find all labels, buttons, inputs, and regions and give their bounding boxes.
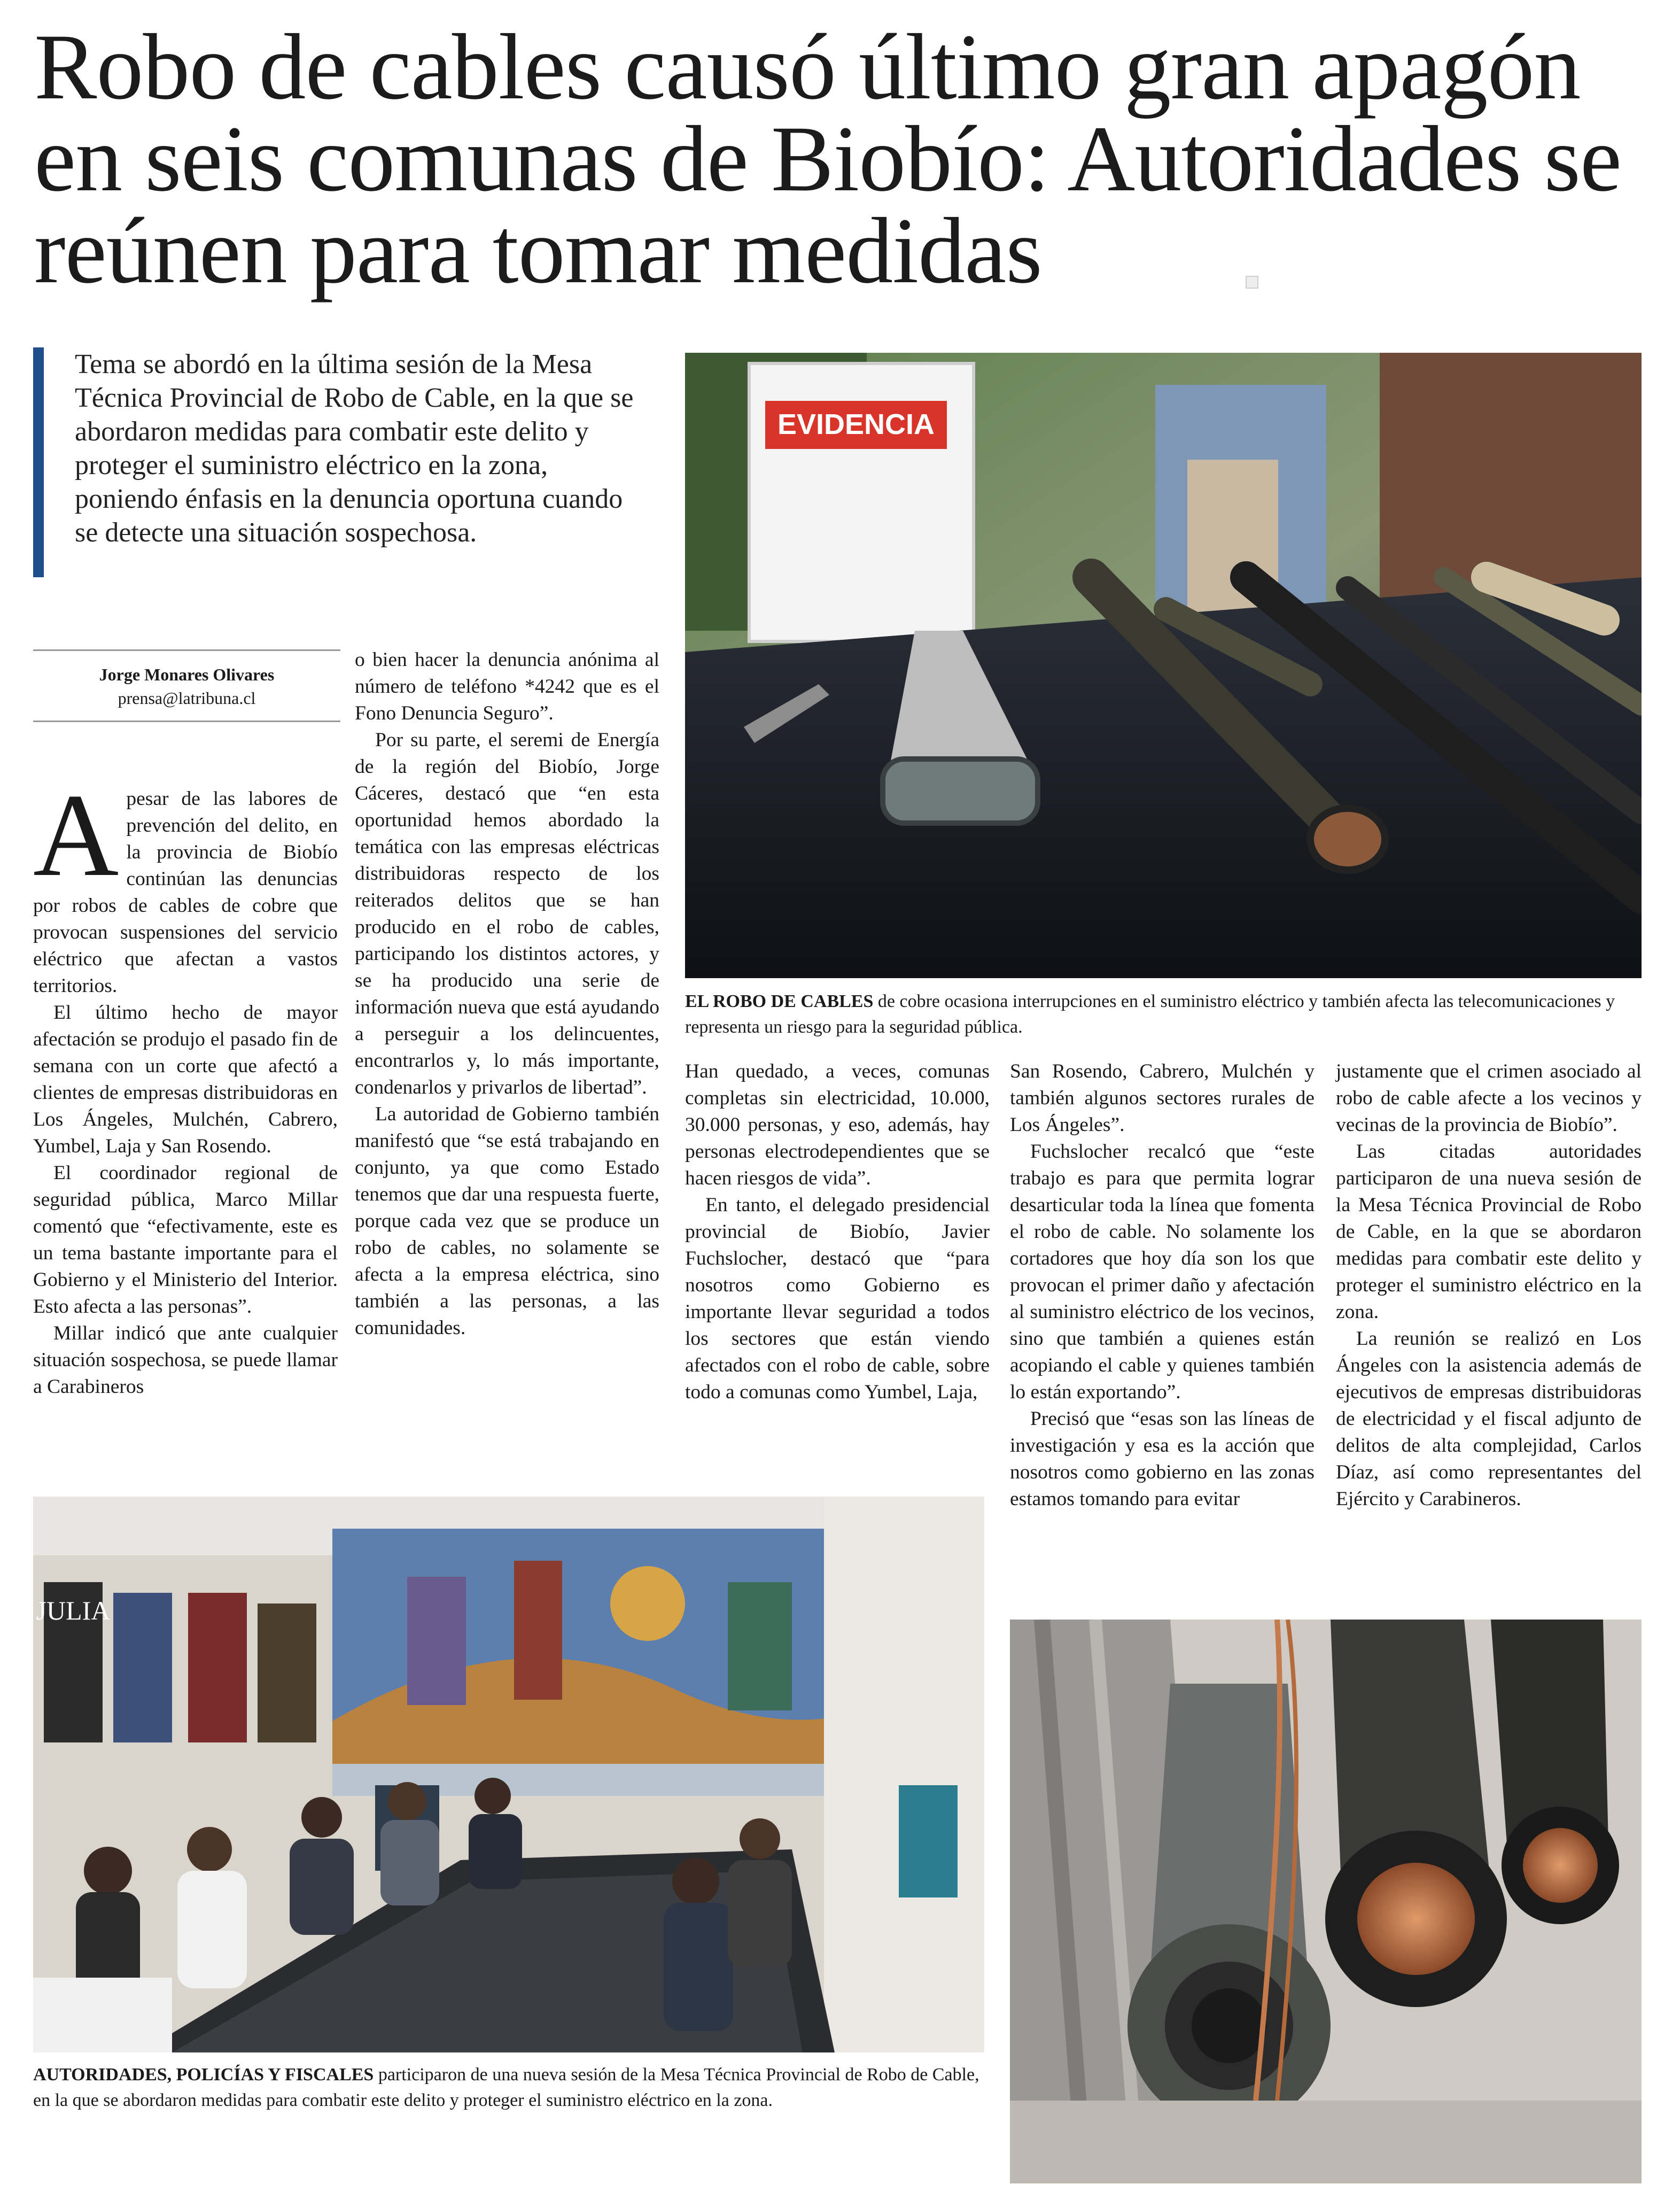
paragraph: Fuchslocher recalcó que “este trabajo es para que permita lograr desarticular toda la línea que fomenta el robo de cable. No solamente los cortadores que hoy día son los que provocan el primer daño y afectación al suministro eléctrico de los vecinos, sino que también a quienes están acopiando el cable y quienes también lo están exportando”. — [1010, 1141, 1315, 1403]
paragraph: Precisó que “esas son las líneas de investigación y esa es la acción que nosotros como gobierno en las zonas estamos tomando para evitar — [1010, 1408, 1315, 1510]
body-column-3 — [685, 1058, 990, 1406]
byline — [33, 649, 340, 722]
photo-cable-closeup — [1010, 1620, 1642, 2183]
ad-marker-icon — [1245, 275, 1259, 289]
poster-title: JULIA — [36, 1595, 111, 1625]
paragraph: Por su parte, el seremi de Energía de la región del Biobío, Jorge Cáceres, destacó que “en esta oportunidad hemos abordado la temática con las empresas eléctricas distribuidoras respecto de los reiterados delitos que se han producido en el robo de cables, participando los distintos actores, y se ha producido una serie de información nueva que está ayudando a perseguir a los delincuentes, encontrarlos y, lo más importante, condenarlos y privarlos de libertad”. — [355, 729, 659, 1098]
paragraph: Han quedado, a veces, comunas completas sin electricidad, 10.000, 30.000 personas, y eso, además, hay personas electrodependientes que se hacen riesgos de vida”. — [685, 1060, 990, 1189]
body-column-1 — [33, 770, 338, 1400]
photo-meeting-room — [33, 1497, 984, 2052]
evidence-sign: EVIDENCIA — [777, 408, 935, 440]
author-name: Jorge Monares Olivares — [99, 665, 275, 684]
paragraph: El coordinador regional de seguridad pública, Marco Millar comentó que “efectivamente, este es un tema bastante importante para el Gobierno y el Ministerio del Interior. Esto afecta a las personas”. — [33, 1162, 338, 1318]
paragraph: justamente que el crimen asociado al robo de cable afecte a los vecinos y vecinas de la provincia de Biobío”. — [1336, 1060, 1642, 1136]
body-column-5 — [1336, 1058, 1642, 1513]
photo-caption-2: AUTORIDADES, POLICÍAS Y FISCALES participaron de una nueva sesión de la Mesa Técnica Provincial de Robo de Cable, en la que se abordaron medidas para combatir este delito y proteger el suministro eléctrico en la zona. — [33, 2065, 979, 2110]
drop-cap: A — [33, 770, 119, 901]
paragraph: o bien hacer la denuncia anónima al número de teléfono *4242 que es el Fono Denuncia Seguro”. — [355, 649, 659, 724]
body-column-4 — [1010, 1058, 1315, 1513]
paragraph: La reunión se realizó en Los Ángeles con la asistencia además de ejecutivos de empresas distribuidoras de electricidad y el fiscal adjunto de delitos de alta complejidad, Carlos Díaz, así como representantes del Ejército y Carabineros. — [1336, 1328, 1642, 1510]
paragraph: El último hecho de mayor afectación se produjo el pasado fin de semana con un corte que afectó a clientes de empresas distribuidoras en Los Ángeles, Mulchén, Cabrero, Yumbel, Laja y San Rosendo. — [33, 1002, 338, 1157]
paragraph: En tanto, el delegado presidencial provincial de Biobío, Javier Fuchslocher, destacó que “para nosotros como Gobierno es importante llevar seguridad a todos los sectores que están viendo afectados con el robo de cable, sobre todo a comunas como Yumbel, Laja, — [685, 1194, 990, 1403]
paragraph: San Rosendo, Cabrero, Mulchén y también algunos sectores rurales de Los Ángeles”. — [1010, 1060, 1315, 1136]
paragraph: Las citadas autoridades participaron de una nueva sesión de la Mesa Técnica Provincial de Robo de Cable, en la que se abordaron medidas para combatir este delito y proteger el suministro eléctrico en la zona. — [1336, 1141, 1642, 1323]
headline: Robo de cables causó último gran apagón en seis comunas de Biobío: Autoridades se reúnen para tomar medidas — [34, 15, 1622, 303]
body-column-2 — [355, 647, 659, 1342]
paragraph: La autoridad de Gobierno también manifestó que “se está trabajando en conjunto, ya que como Estado tenemos que dar una respuesta fuerte, porque cada vez que se produce un robo de cables, no solamente se afecta a la empresa eléctrica, sino también a las personas, a las comunidades. — [355, 1103, 659, 1339]
author-email: prensa@latribuna.cl — [118, 688, 256, 708]
photo-caption-1: EL ROBO DE CABLES de cobre ocasiona interrupciones en el suministro eléctrico y también afecta las telecomunicaciones y representa un riesgo para la seguridad pública. — [685, 991, 1615, 1037]
paragraph: Millar indicó que ante cualquier situación sospechosa, se puede llamar a Carabineros — [33, 1322, 338, 1398]
paragraph: Apesar de las labores de prevención del delito, en la provincia de Biobío continúan las denuncias por robos de cables de cobre que provocan suspensiones del servicio eléctrico que afectan a vastos territorios. — [33, 770, 338, 997]
lead-paragraph: Tema se abordó en la última sesión de la Mesa Técnica Provincial de Robo de Cable, en la que se abordaron medidas para combatir este delito y proteger el suministro eléctrico en la zona, poniendo énfasis en la denuncia oportuna cuando se detecte una situación sospechosa. — [33, 347, 648, 577]
photo-cables-evidence — [685, 353, 1642, 978]
